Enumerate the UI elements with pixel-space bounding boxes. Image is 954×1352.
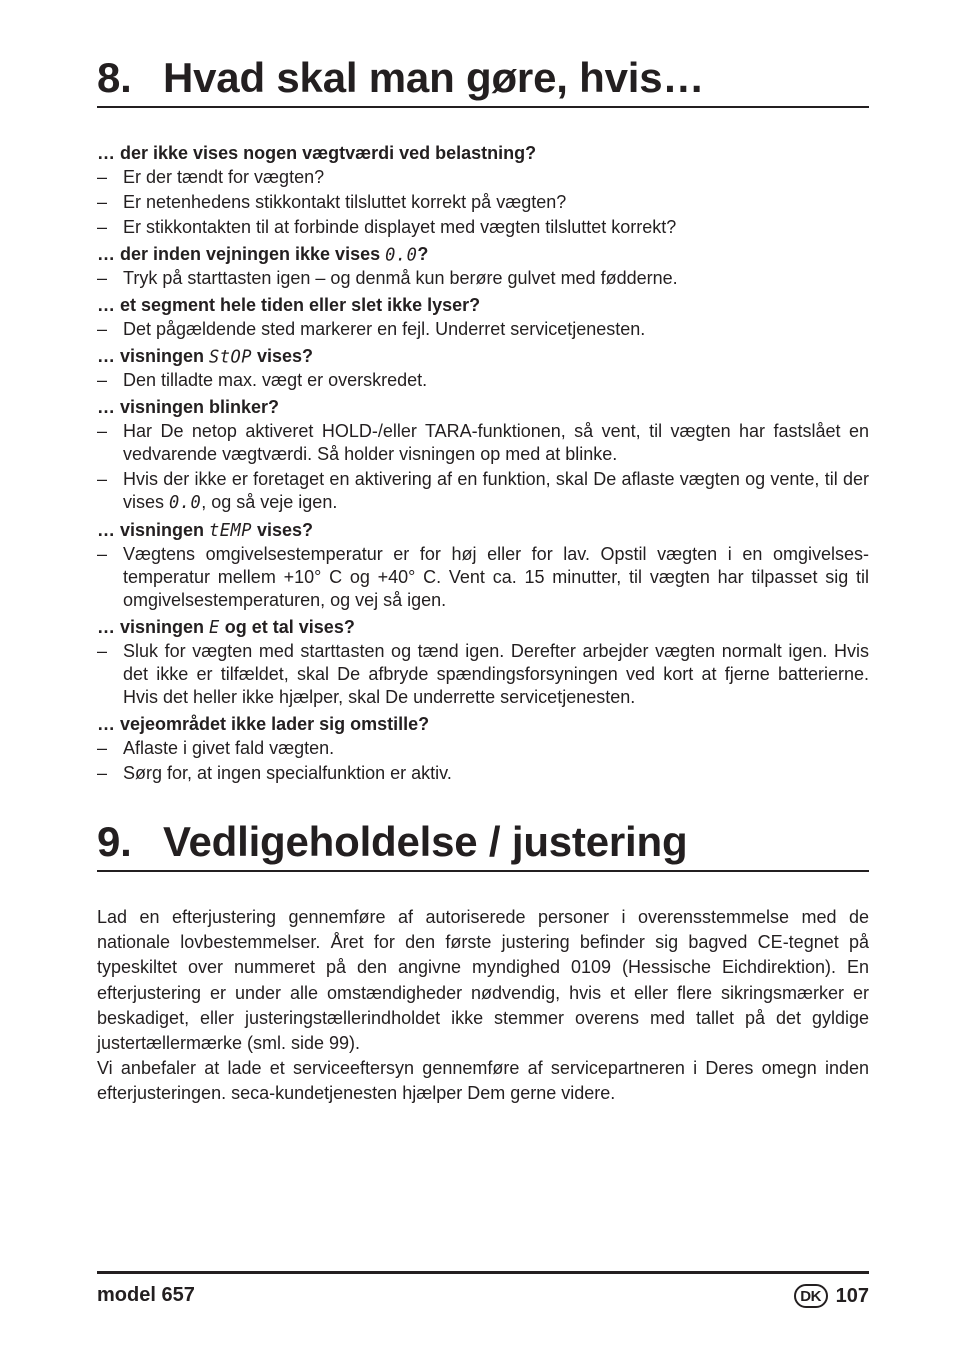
answer-item <box>97 267 869 290</box>
section-8-number: 8. <box>97 54 132 101</box>
display-code: E <box>209 617 220 639</box>
text-run: … visningen <box>97 520 210 540</box>
answer-item <box>97 737 869 760</box>
footer-right <box>794 1284 869 1308</box>
question <box>97 140 869 166</box>
troubleshooting-list <box>97 140 869 787</box>
dash-bullet: – <box>97 319 108 339</box>
dash-bullet: – <box>97 421 108 441</box>
text-run: Hvis der ikke er foretaget en aktivering af en funktion, skal De aflaste vægten og vente, til der vises <box>123 469 869 512</box>
answer-item <box>97 191 869 214</box>
answer-item <box>97 369 869 392</box>
answer-text: Er der tændt for vægten? <box>123 167 325 187</box>
answer-text: Er stikkontakten til at forbinde displayet med vægten tilsluttet korrekt? <box>123 217 677 237</box>
question <box>97 241 869 267</box>
dash-bullet: – <box>97 192 108 212</box>
display-code: StOP <box>209 346 252 368</box>
dash-bullet: – <box>97 217 108 237</box>
text-run: og et tal vises? <box>219 617 355 637</box>
text-run: … visningen <box>97 617 210 637</box>
question <box>97 711 869 737</box>
country-badge: DK <box>794 1284 828 1308</box>
paragraph: Vi anbefaler at lade et serviceeftersyn gennemføre af servicepartneren i Deres omegn inden efterjusteringen. seca-kundetjenesten hjælper Dem gerne videre. <box>97 1058 869 1104</box>
dash-bullet: – <box>97 763 108 783</box>
text-run: vises? <box>251 520 314 540</box>
answer-item <box>97 318 869 341</box>
text-run: … visningen <box>97 346 210 366</box>
answer-item <box>97 468 869 515</box>
dash-bullet: – <box>97 469 108 489</box>
answer-text: Har De netop aktiveret HOLD-/eller TARA-funktionen, så vent, til vægten har fastslået en vedvarende vægtværdi. Så holder visningen op med at blinke. <box>123 421 869 464</box>
dash-bullet: – <box>97 544 108 564</box>
answer-item <box>97 543 869 612</box>
text-run: ? <box>417 244 429 264</box>
display-code: 0.0 <box>385 244 418 266</box>
text-run: … vejeområdet ikke lader sig omstille? <box>97 714 430 734</box>
question <box>97 343 869 369</box>
display-code: 0.0 <box>169 492 202 514</box>
section-9-heading <box>97 818 869 872</box>
section-9-number: 9. <box>97 818 132 865</box>
section-8-title: Hvad skal man gøre, hvis… <box>163 54 705 101</box>
answer-item <box>97 166 869 189</box>
question <box>97 614 869 640</box>
answer-item <box>97 420 869 466</box>
dash-bullet: – <box>97 641 108 661</box>
answer-text: Sluk for vægten med starttasten og tænd igen. Derefter arbejder vægten normalt igen. Hvis det ikke er tilfældet, skal De afbryde spændingsforsyningen ved kort at fjerne batterierne. Hvis det heller ikke hjælper, skal De underrette servicetjenesten. <box>123 641 869 707</box>
section-9-title: Vedligeholdelse / justering <box>163 818 688 865</box>
page-number: 107 <box>835 1284 869 1307</box>
question <box>97 292 869 318</box>
model-label: model 657 <box>97 1284 195 1306</box>
question <box>97 517 869 543</box>
answer-text: Aflaste i givet fald vægten. <box>123 738 335 758</box>
text-run: , og så veje igen. <box>201 492 338 512</box>
text-run: … der inden vejningen ikke vises <box>97 244 386 264</box>
answer-text: Vægtens omgivelsestemperatur er for høj eller for lav. Opstil vægten i en omgivelses-temperatur mellem +10° C og +40° C. Vent ca. 15 minutter, til vægten har tilpasset sig til omgivelsestemperaturen, og vej så igen. <box>123 544 869 610</box>
dash-bullet: – <box>97 167 108 187</box>
question <box>97 394 869 420</box>
dash-bullet: – <box>97 268 108 288</box>
dash-bullet: – <box>97 738 108 758</box>
text-run: … der ikke vises nogen vægtværdi ved belastning? <box>97 143 537 163</box>
answer-item <box>97 762 869 785</box>
answer-text: Det pågældende sted markerer en fejl. Underret servicetjenesten. <box>123 319 646 339</box>
answer-text: Tryk på starttasten igen – og denmå kun berøre gulvet med fødderne. <box>123 268 678 288</box>
answer-item <box>97 216 869 239</box>
text-run: … visningen blinker? <box>97 397 280 417</box>
text-run: … et segment hele tiden eller slet ikke lyser? <box>97 295 481 315</box>
text-run: vises? <box>251 346 314 366</box>
display-code: tEMP <box>209 520 252 542</box>
dash-bullet: – <box>97 370 108 390</box>
answer-text: Er netenhedens stikkontakt tilsluttet korrekt på vægten? <box>123 192 567 212</box>
page-footer <box>97 1271 869 1324</box>
answer-text: Den tilladte max. vægt er overskredet. <box>123 370 428 390</box>
answer-text: Sørg for, at ingen specialfunktion er aktiv. <box>123 763 452 783</box>
answer-item <box>97 640 869 709</box>
paragraph: Lad en efterjustering gennemføre af autoriserede personer i overensstemmelse med de nationale lovbestemmelser. Året for den første justering befinder sig bagved CE-tegnet på typeskiltet over nummeret på den angivne myndighed 0109 (Hessische Eichdirektion). En efterjustering er under alle omstændigheder nødvendig, hvis et eller flere sikringsmærker er beskadiget, eller justeringstællerindholdet ikke stemmer overens med tallet på det gyldige justertællermærke (sml. side 99). <box>97 907 869 1054</box>
section-8-heading <box>97 54 869 108</box>
section-9-body <box>97 905 869 1107</box>
